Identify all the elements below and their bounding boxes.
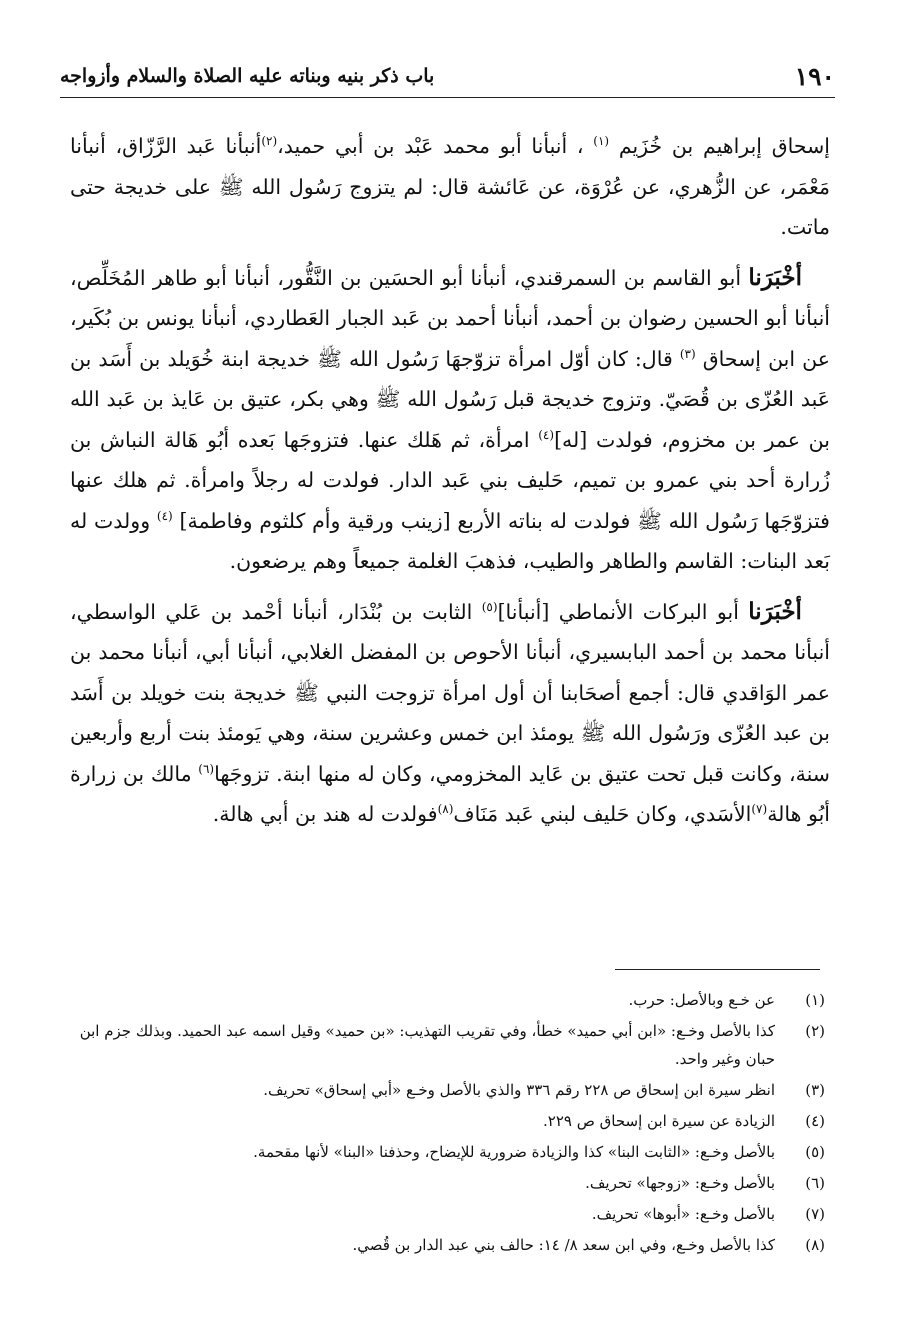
footnote-text: عن خـع وبالأصل: حرب. [628, 991, 775, 1009]
paragraph-1 [70, 126, 830, 248]
footnote [70, 1169, 825, 1197]
footnote [70, 1076, 825, 1104]
text-segment: الثابت بن بُنْدَار، أنبأنا أحْمد بن عَلي الواسطي، أنبأنا محمد بن أحمد البابسيري، أنبأنا الأحوص بن المفضل الغلابي، أنبأنا أبي، أنبأنا محمد بن عمر الوَاقدي قال: أجمع أصحَابنا أن أول امرأة تزوجت النبي ﷺ خديجة بنت خويلد بن أَسَد بن عبد العُزّى ورَسُول الله ﷺ يومئذ ابن خمس وعشرين سنة، وهي يَومئذ بنت أربع وأربعين سنة، وكانت قبل تحت عتيق بن عَايد المخزومي، وكان له منها ابنة. تزوجَها [70, 599, 830, 786]
text-segment: أبو البركات الأنماطي [أنبأنا] [497, 599, 739, 624]
main-text [70, 126, 830, 845]
footnote [70, 1200, 825, 1228]
text-segment: ، أنبأنا أبو محمد عَبْد بن أبي حميد، [277, 134, 584, 158]
footnote-number: (٨) [805, 1236, 825, 1254]
footnote-ref: (٨) [437, 802, 454, 817]
footnote-ref: (٦) [198, 761, 215, 776]
paragraph-3 [70, 592, 830, 835]
footnote-text: الزيادة عن سيرة ابن إسحاق ص ٢٢٩. [543, 1112, 775, 1130]
footnote-text: كذا بالأصل وخـع: «ابن أبي حميد» خطأ، وفي تقريب التهذيب: «بن حميد» وقيل اسمه عبد الحميد. وبذلك جزم ابن حبان وغير واحد. [79, 1022, 775, 1068]
footnote-ref: (٤) [538, 427, 555, 442]
text-segment: قال: كان أوّل امرأة تزوّجهَا رَسُول الله ﷺ خديجة ابنة خُوَيلد بن أَسَد بن عَبد العُزّى بن قُصَيّ. وتزوج خديجة قبل رَسُول الله ﷺ وهي بكر، عتيق بن عَايذ بن عَبد الله بن عمر بن مخزوم، فولدت [له] [70, 346, 830, 452]
footnote [70, 986, 825, 1014]
akhbarana-lead: أخْبَرَنا [748, 597, 802, 625]
text-segment: امرأة، ثم هَلك عنها. فتزوجَها بَعده أبُو هَالة النباش بن زُرارة أحد بني عمرو بن تميم، حَليف بني عَبد الدار. فولدت له رجلاً وامرأة. ثم هلك عنها فتزوّجَها رَسُول الله ﷺ فولدت له بناته الأربع [زينب ورقية وأم كلثوم وفاطمة] [70, 427, 830, 533]
paragraph-2 [70, 258, 830, 582]
footnote [70, 1138, 825, 1166]
running-title: باب ذكر بنيه وبناته عليه الصلاة والسلام وأزواجه [60, 65, 435, 87]
text-segment: وولدت له بَعد البنات: القاسم والطاهر والطيب، فذهبَ الغلمة جميعاً وهم يرضعون. [70, 508, 830, 573]
text-segment: فولدت له هند بن أبي هالة. [212, 802, 438, 826]
footnote-ref: (٧) [751, 802, 768, 817]
footnote-ref: (٢) [261, 134, 278, 149]
footnote-number: (١) [805, 991, 825, 1009]
footnotes [70, 986, 825, 1262]
footnote-text: كذا بالأصل وخـع، وفي ابن سعد ٨/ ١٤: حالف بني عبد الدار بن قُصي. [352, 1236, 775, 1254]
text-segment: أنبأنا عَبد الرَّزّاق، أنبأنا مَعْمَر، عن الزُّهري، عن عُرْوَة، عن عَائشة قال: لم يتزوج رَسُول الله ﷺ على خديجة حتى ماتت. [70, 134, 830, 239]
footnote-ref: (٥) [481, 599, 498, 614]
footnote-ref: (٣) [679, 346, 696, 361]
text-segment: أبو القاسم بن السمرقندي، أنبأنا أبو الحسَين بن النَّقُّور، أنبأنا أبو طاهر المُخَلِّص، أنبأنا أبو الحسين رضوان بن أحمد، أنبأنا أحمد بن عَبد الجبار العَطاردي، أنبأنا يونس بن بُكَير، عن ابن إسحاق [70, 265, 830, 371]
footnote-number: (٣) [805, 1081, 825, 1099]
footnote-number: (٤) [805, 1112, 825, 1130]
text-segment: الأسَدي، وكان حَليف لبني عَبد مَنَاف [453, 802, 752, 826]
page-header [60, 58, 835, 94]
footnote-number: (٦) [805, 1174, 825, 1192]
footnote-number: (٥) [805, 1143, 825, 1161]
footnote-text: بالأصل وخـع: «أبوها» تحريف. [591, 1205, 775, 1223]
footnote-ref: (١) [593, 134, 610, 149]
footnote-ref: (٤) [156, 508, 173, 523]
footnote-number: (٢) [805, 1022, 825, 1040]
footnote [70, 1107, 825, 1135]
text-segment: مالك بن زرارة أبُو هالة [70, 761, 830, 826]
page-number: ١٩٠ [794, 61, 835, 91]
text-segment: إسحاق إبراهيم بن خُزَيم [618, 134, 830, 158]
footnote-number: (٧) [805, 1205, 825, 1223]
footnote-rule [615, 969, 820, 970]
akhbarana-lead: أخْبَرَنا [748, 263, 802, 291]
footnote [70, 1231, 825, 1259]
header-rule [60, 97, 835, 98]
footnote [70, 1017, 825, 1073]
footnote-text: بالأصل وخـع: «زوجها» تحريف. [585, 1174, 775, 1192]
footnote-text: بالأصل وخـع: «الثابت البنا» كذا والزيادة ضرورية للإيضاح، وحذفنا «البنا» لأنها مقحمة. [253, 1143, 775, 1161]
footnote-text: انظر سيرة ابن إسحاق ص ٢٢٨ رقم ٣٣٦ والذي بالأصل وخـع «أبي إسحاق» تحريف. [263, 1081, 775, 1099]
